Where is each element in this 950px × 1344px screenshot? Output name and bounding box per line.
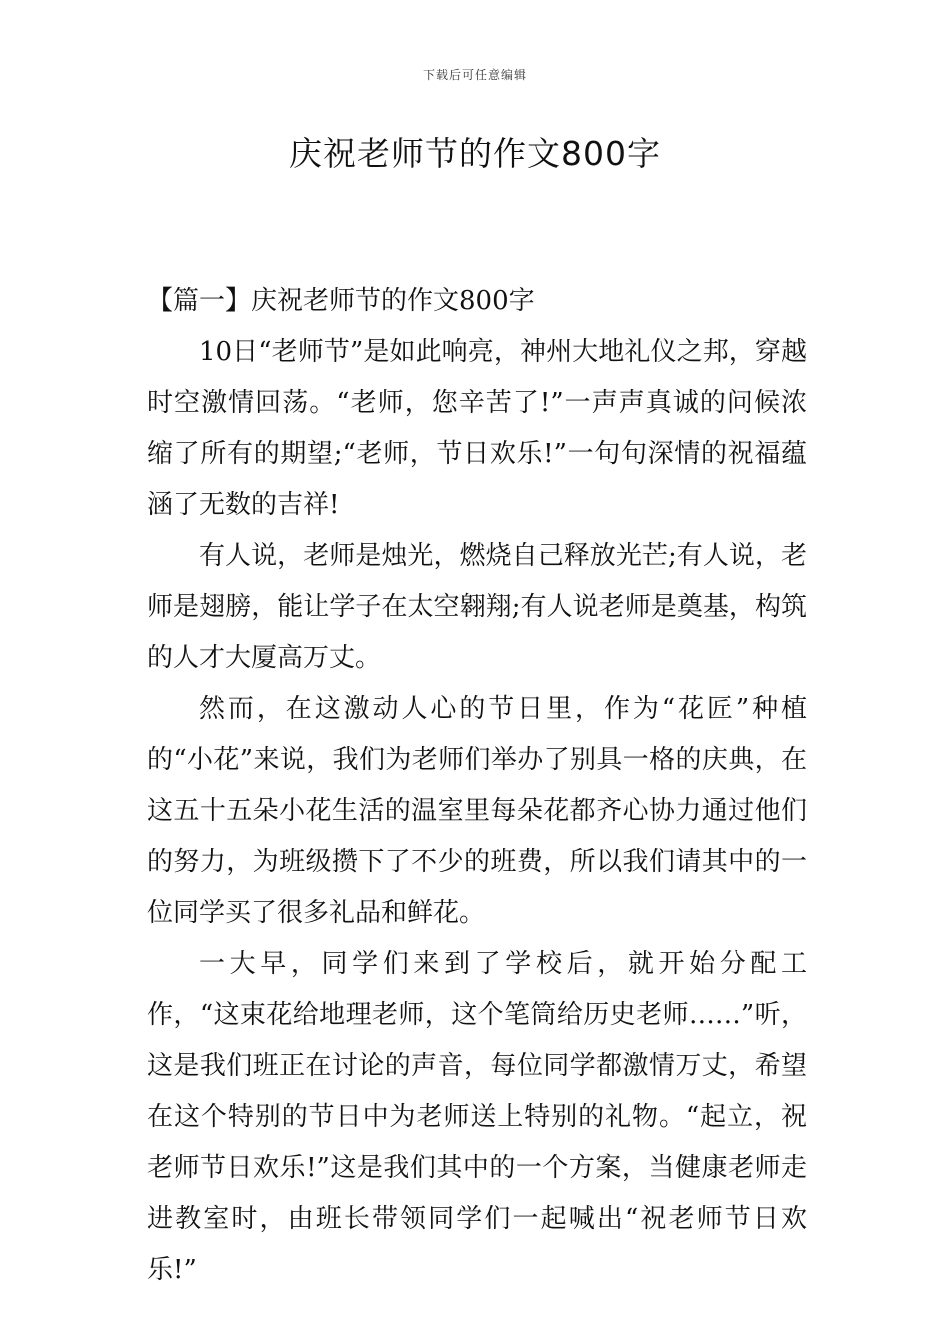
section-heading: 【篇一】庆祝老师节的作文800字: [147, 286, 535, 316]
document-title: 庆祝老师节的作文800字: [289, 134, 661, 173]
paragraph-4: 一大早，同学们来到了学校后，就开始分配工作，“这束花给地理老师，这个笔筒给历史老师……”听，这是我们班正在讨论的声音，每位同学都激情万丈，希望在这个特别的节日中为老师送上特别的礼物。“起立，祝老师节日欢乐!”这是我们其中的一个方案，当健康老师走进教室时，由班长带领同学们一起喊出“祝老师节日欢乐!”: [147, 949, 807, 1285]
article-body: [147, 276, 807, 1296]
paragraph-2: 有人说，老师是烛光，燃烧自己释放光芒;有人说，老师是翅膀，能让学子在太空翱翔;有人说老师是奠基，构筑的人才大厦高万丈。: [147, 541, 807, 673]
header-note: 下载后可任意编辑: [422, 68, 527, 82]
paragraph-1: 10日“老师节”是如此响亮，神州大地礼仪之邦，穿越时空激情回荡。“老师，您辛苦了!”一声声真诚的问候浓缩了所有的期望;“老师，节日欢乐!”一句句深情的祝福蕴涵了无数的吉祥!: [147, 337, 807, 520]
paragraph-3: 然而，在这激动人心的节日里，作为“花匠”种植的“小花”来说，我们为老师们举办了别具一格的庆典，在这五十五朵小花生活的温室里每朵花都齐心协力通过他们的努力，为班级攒下了不少的班费，所以我们请其中的一位同学买了很多礼品和鲜花。: [147, 694, 807, 928]
